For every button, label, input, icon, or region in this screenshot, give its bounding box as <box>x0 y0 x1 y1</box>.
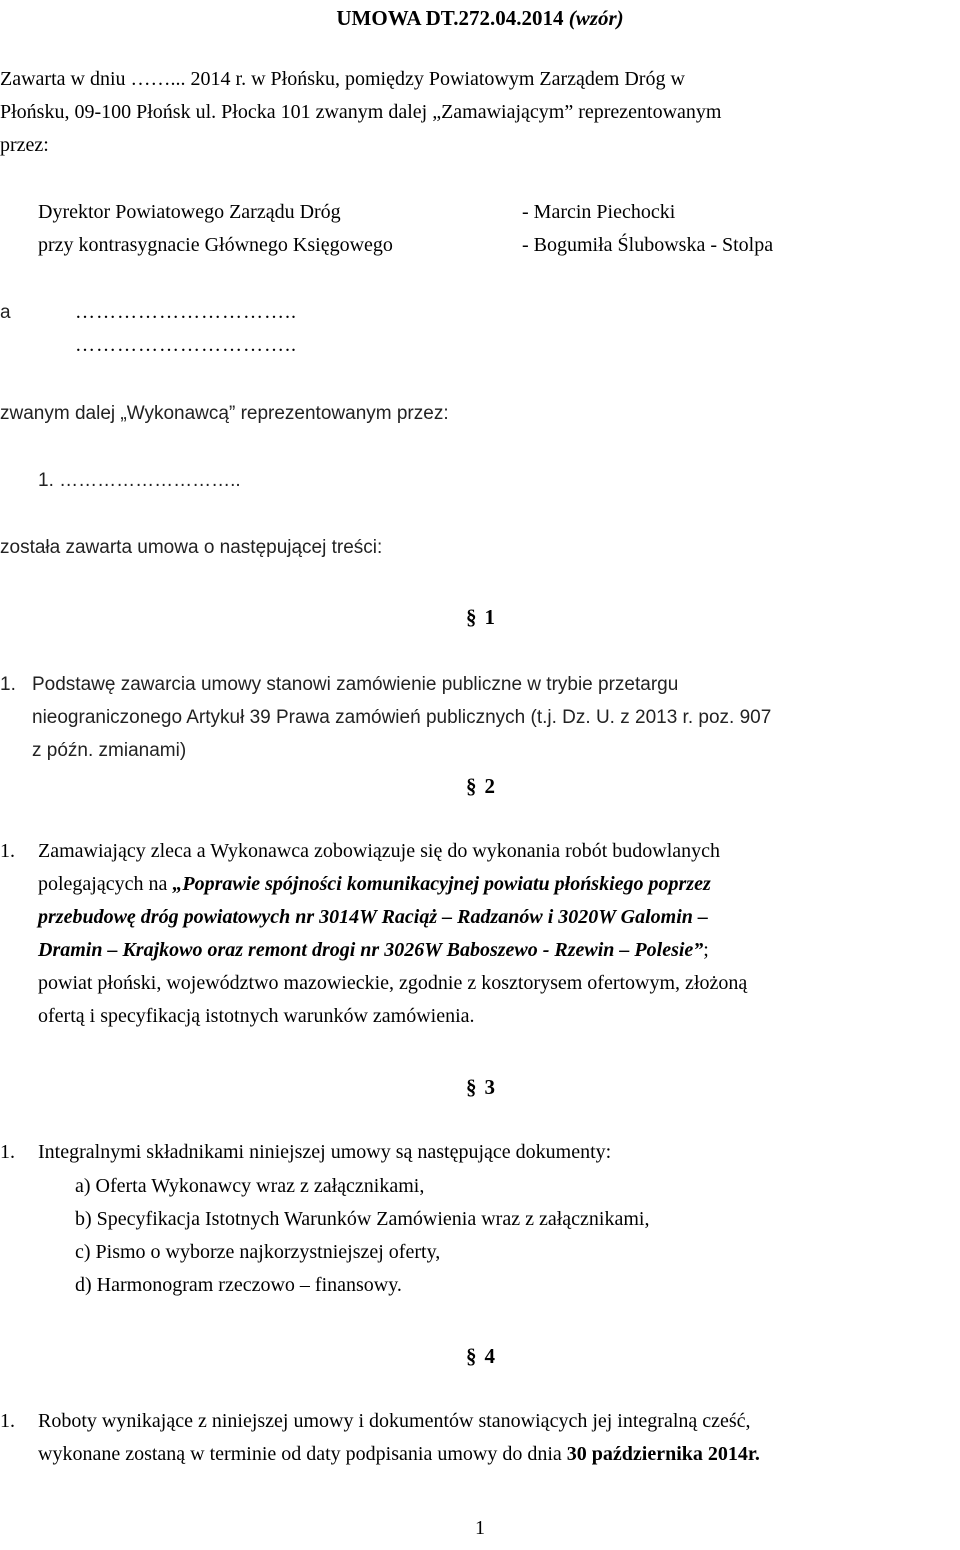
signatory-left-1: Dyrektor Powiatowego Zarządu Dróg <box>38 201 341 223</box>
section-number: 3 <box>484 1075 495 1099</box>
section-4-item-1-text <box>38 1405 760 1471</box>
section-sign: § <box>466 1075 477 1099</box>
section-2-line-4-plain: ; <box>703 939 709 961</box>
section-2-line-6: ofertą i specyfikacją istotnych warunków zamówienia. <box>38 1005 475 1027</box>
section-sign: § <box>466 605 477 629</box>
section-4-line-1: Roboty wynikające z niniejszej umowy i dokumentów stanowiących jej integralną cześć, <box>38 1410 751 1432</box>
signatory-right-2: - Bogumiła Ślubowska - Stolpa <box>522 234 774 256</box>
section-2-line-4 <box>38 934 747 967</box>
deadline-date: 30 października 2014r. <box>566 1443 760 1465</box>
section-2-heading <box>466 770 495 803</box>
section-2-line-2 <box>38 868 747 901</box>
page-number: 1 <box>475 1517 485 1539</box>
section-3-line-1: Integralnymi składnikami niniejszej umowy są następujące dokumenty: <box>38 1141 612 1163</box>
section-sign: § <box>466 1344 477 1368</box>
contractor-dots-2: ………………………….. <box>75 334 297 356</box>
section-number: 1 <box>484 605 495 629</box>
intro-line-3: przez: <box>0 134 49 156</box>
signatory-right-1: - Marcin Piechocki <box>522 201 676 223</box>
list-item: c) Pismo o wyborze najkorzystniejszej oferty, <box>75 1241 441 1263</box>
section-3-item-1-num: 1. <box>0 1141 15 1163</box>
section-2-item-1-text <box>38 835 747 1033</box>
section-1-line-1: Podstawę zawarcia umowy stanowi zamówienie publiczne w trybie przetargu <box>32 674 679 695</box>
list-item: b) Specyfikacja Istotnych Warunków Zamówienia wraz z załącznikami, <box>75 1208 650 1230</box>
contractor-dots-1: ………………………….. <box>75 301 297 323</box>
section-2-line-1: Zamawiający zleca a Wykonawca zobowiązuje się do wykonania robót budowlanych <box>38 840 721 862</box>
signatory-left-2: przy kontrasygnacie Głównego Księgowego <box>38 234 393 256</box>
project-title-part-3: Dramin – Krajkowo oraz remont drogi nr 3026W Baboszewo - Rzewin – Polesie” <box>38 939 704 961</box>
title-suffix: (wzór) <box>568 6 624 30</box>
section-1-heading <box>466 601 495 634</box>
section-1-item-1-num: 1. <box>0 674 16 695</box>
section-3-document-list <box>75 1170 649 1302</box>
project-title-part-1: „Poprawie spójności komunikacyjnej powiatu płońskiego poprzez <box>172 873 711 895</box>
section-4-line-2-plain: wykonane zostaną w terminie od daty podpisania umowy do dnia <box>38 1443 567 1465</box>
contractor-rep-1: 1. ……………………….. <box>38 470 241 491</box>
section-sign: § <box>466 774 477 798</box>
project-title-part-2: przebudowę dróg powiatowych nr 3014W Raciąż – Radzanów i 3020W Galomin – <box>38 906 708 928</box>
intro-line-2: Płońsku, 09-100 Płońsk ul. Płocka 101 zwanym dalej „Zamawiającym” reprezentowanym <box>0 101 722 123</box>
section-2-line-2-plain: polegających na <box>38 873 173 895</box>
title-main: UMOWA DT.272.04.2014 <box>336 6 564 30</box>
list-item: d) Harmonogram rzeczowo – finansowy. <box>75 1274 402 1296</box>
concluded-statement: została zawarta umowa o następującej treści: <box>0 537 383 558</box>
section-number: 4 <box>484 1344 495 1368</box>
section-3-heading <box>466 1071 495 1104</box>
intro-line-1: Zawarta w dniu ……... 2014 r. w Płońsku, pomiędzy Powiatowym Zarządem Dróg w <box>0 68 685 90</box>
section-2-line-5: powiat płoński, województwo mazowieckie, zgodnie z kosztorysem ofertowym, złożoną <box>38 972 748 994</box>
document-title <box>0 2 960 35</box>
section-2-item-1-num: 1. <box>0 840 15 862</box>
section-1-line-3: z późn. zmianami) <box>32 740 187 761</box>
section-1-item-1-text <box>32 668 771 767</box>
contractor-a-label: a <box>0 302 11 323</box>
contractor-represented: zwanym dalej „Wykonawcą” reprezentowanym przez: <box>0 403 449 424</box>
section-4-line-2 <box>38 1438 760 1471</box>
list-item: a) Oferta Wykonawcy wraz z załącznikami, <box>75 1175 425 1197</box>
section-4-heading <box>466 1340 495 1373</box>
section-number: 2 <box>484 774 495 798</box>
intro-paragraph <box>0 63 721 162</box>
section-1-line-2: nieograniczonego Artykuł 39 Prawa zamówień publicznych (t.j. Dz. U. z 2013 r. poz. 907 <box>32 707 772 728</box>
section-4-item-1-num: 1. <box>0 1410 15 1432</box>
